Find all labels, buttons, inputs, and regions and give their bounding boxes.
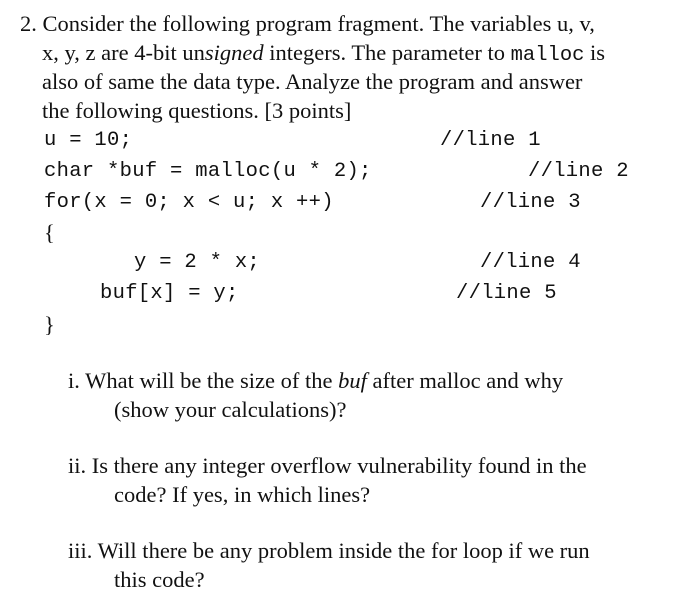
question-line-2 [42,38,605,70]
code-line-4-comment: //line 4 [480,251,581,274]
code-line-5-comment: //line 5 [456,282,557,305]
subquestion-i-end: after malloc and why [366,368,564,393]
subquestion-ii-line-1: ii. Is there any integer overflow vulnerability found in the [68,453,587,478]
subquestion-i-emphasis: buf [338,368,367,393]
subquestion-iii-line-2: this code? [114,567,205,592]
code-line-3-comment: //line 3 [480,191,581,214]
code-line-3: for(x = 0; x < u; x ++) [44,191,334,214]
question-line-2-middle: integers. The parameter to [263,40,511,65]
code-line-2: char *buf = malloc(u * 2); [44,160,372,183]
code-line-2-comment: //line 2 [528,160,629,183]
question-line-2-end: is [584,40,606,65]
code-line-4: y = 2 * x; [134,251,261,274]
question-line-2-emphasis: signed [204,40,264,65]
question-line-3: also of same the data type. Analyze the program and answer [42,69,583,94]
subquestion-i-line-2: (show your calculations)? [114,397,347,422]
code-open-brace: { [44,220,55,245]
question-line-4: the following questions. [3 points] [42,98,352,123]
code-line-5: buf[x] = y; [100,282,239,305]
code-line-1: u = 10; [44,129,133,152]
question-line-1: 2. Consider the following program fragment. The variables u, v, [20,11,595,36]
subquestion-ii-line-2: code? If yes, in which lines? [114,482,371,507]
code-line-1-comment: //line 1 [440,129,541,152]
question-line-2-start: x, y, z are 4-bit un [42,40,205,65]
subquestion-iii-line-1: iii. Will there be any problem inside the for loop if we run [68,538,590,563]
malloc-code-inline: malloc [510,44,585,67]
code-close-brace: } [44,312,55,337]
subquestion-i-line-1 [68,366,563,395]
subquestion-i-start: i. What will be the size of the [68,368,339,393]
